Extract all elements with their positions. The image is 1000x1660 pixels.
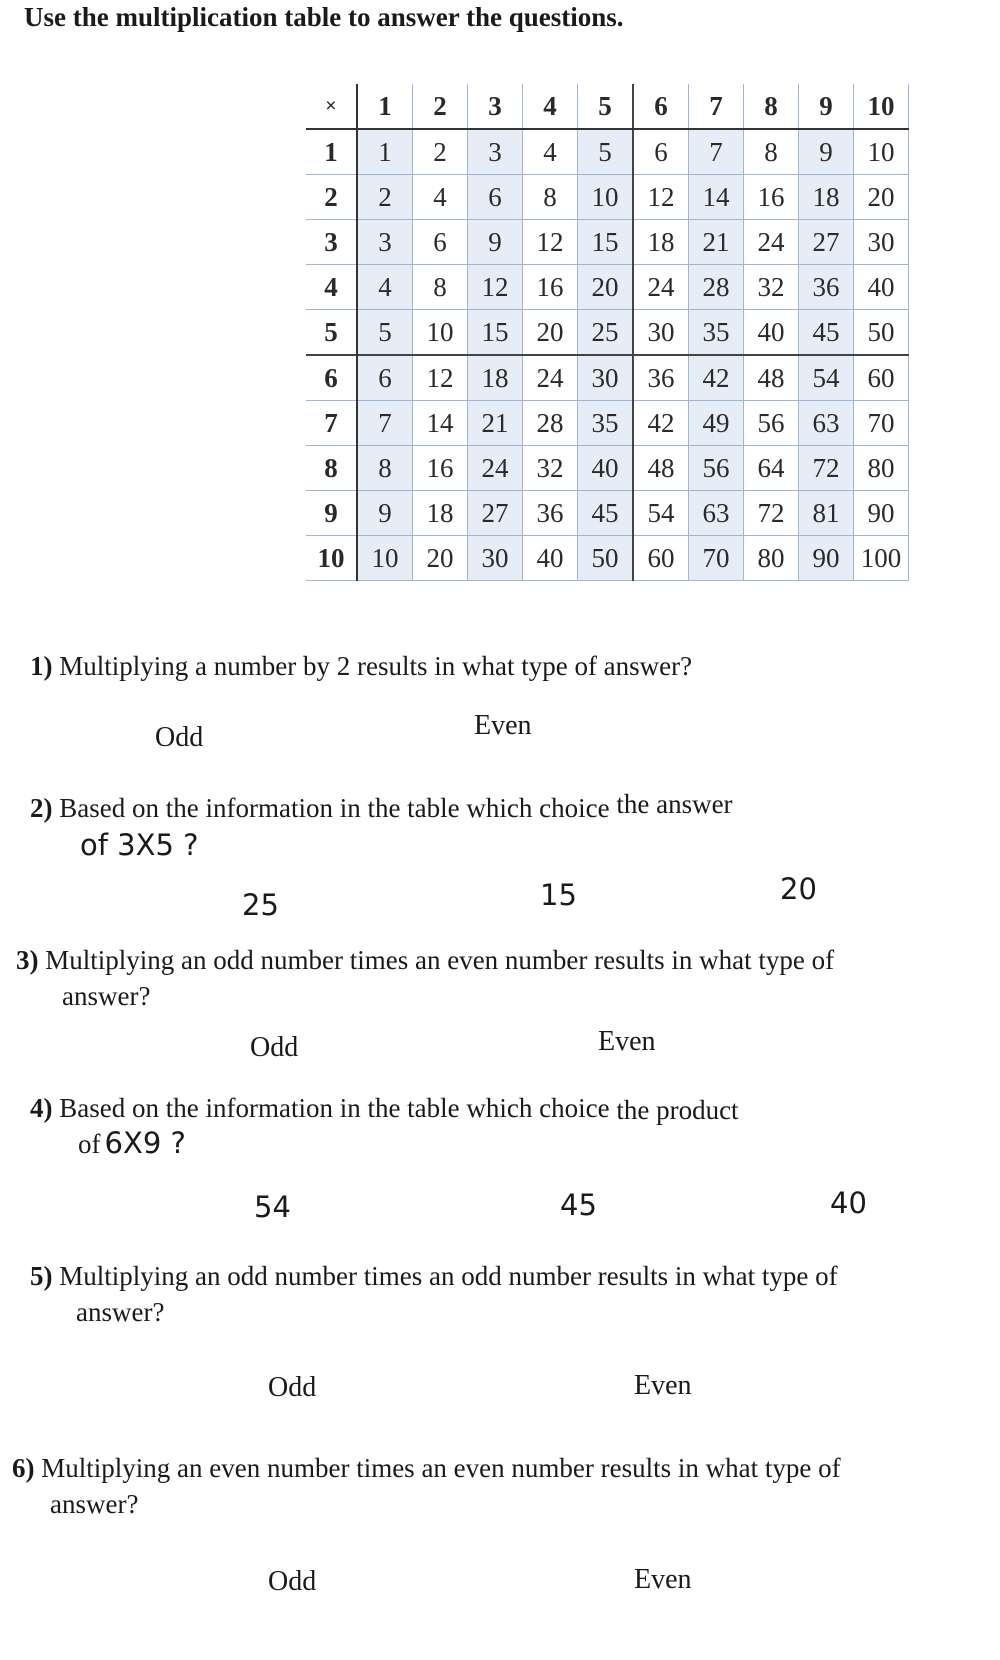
- table-row: [306, 491, 909, 536]
- table-cell: 80: [744, 536, 799, 581]
- table-cell: 28: [689, 265, 744, 310]
- table-cell: 18: [799, 175, 854, 220]
- question-text: Based on the information in the table which choice: [59, 1093, 610, 1123]
- row-header: 1: [306, 129, 357, 175]
- table-cell: 70: [854, 401, 909, 446]
- row-header: 7: [306, 401, 357, 446]
- table-cell: 10: [413, 310, 468, 356]
- table-cell: 18: [633, 220, 689, 265]
- table-cell: 6: [413, 220, 468, 265]
- table-cell: 6: [633, 129, 689, 175]
- question-6-line2: answer?: [50, 1489, 139, 1519]
- q2-choice-25[interactable]: 25: [242, 888, 279, 922]
- table-cell: 36: [799, 265, 854, 310]
- question-3: [16, 942, 834, 978]
- table-cell: 90: [854, 491, 909, 536]
- question-number: 5): [30, 1261, 53, 1291]
- table-cell: 15: [578, 220, 634, 265]
- table-cell: 8: [744, 129, 799, 175]
- q4-choice-45[interactable]: 45: [560, 1188, 597, 1222]
- table-row: [306, 265, 909, 310]
- table-cell: 30: [633, 310, 689, 356]
- table-cell: 20: [413, 536, 468, 581]
- table-cell: 90: [799, 536, 854, 581]
- column-header: 7: [689, 84, 744, 129]
- column-header: 9: [799, 84, 854, 129]
- table-cell: 45: [799, 310, 854, 356]
- table-cell: 1: [357, 129, 413, 175]
- page-title: Use the multiplication table to answer the questions.: [24, 2, 624, 32]
- question-number: 1): [30, 651, 53, 681]
- table-cell: 6: [357, 355, 413, 401]
- table-cell: 60: [854, 355, 909, 401]
- column-header: 10: [854, 84, 909, 129]
- multiplication-table: [306, 84, 909, 581]
- table-cell: 27: [468, 491, 523, 536]
- question-number: 6): [12, 1453, 35, 1483]
- table-cell: 2: [357, 175, 413, 220]
- table-row: [306, 446, 909, 491]
- table-cell: 30: [854, 220, 909, 265]
- table-cell: 49: [689, 401, 744, 446]
- table-cell: 16: [744, 175, 799, 220]
- table-cell: 12: [633, 175, 689, 220]
- table-cell: 24: [468, 446, 523, 491]
- question-number: 4): [30, 1093, 53, 1123]
- table-cell: 8: [523, 175, 578, 220]
- q4-choice-40[interactable]: 40: [830, 1186, 867, 1220]
- table-cell: 2: [413, 129, 468, 175]
- table-cell: 20: [578, 265, 634, 310]
- table-row: [306, 310, 909, 356]
- question-text: Multiplying a number by 2 results in what type of answer?: [59, 651, 693, 681]
- table-cell: 40: [523, 536, 578, 581]
- table-cell: 10: [357, 536, 413, 581]
- column-header: 8: [744, 84, 799, 129]
- table-cell: 12: [413, 355, 468, 401]
- question-expression: 6X9 ?: [104, 1126, 186, 1160]
- table-cell: 14: [413, 401, 468, 446]
- table-cell: 3: [357, 220, 413, 265]
- table-cell: 27: [799, 220, 854, 265]
- question-1: [30, 648, 692, 684]
- table-cell: 70: [689, 536, 744, 581]
- table-cell: 24: [744, 220, 799, 265]
- row-header: 5: [306, 310, 357, 356]
- table-cell: 9: [468, 220, 523, 265]
- table-cell: 30: [468, 536, 523, 581]
- table-cell: 54: [799, 355, 854, 401]
- table-row: [306, 536, 909, 581]
- question-text: Multiplying an even number times an even number results in what type of: [41, 1453, 841, 1483]
- table-cell: 21: [689, 220, 744, 265]
- question-number: 2): [30, 793, 53, 823]
- table-cell: 7: [689, 129, 744, 175]
- table-cell: 100: [854, 536, 909, 581]
- question-2: [30, 790, 733, 826]
- question-number: 3): [16, 945, 39, 975]
- table-cell: 54: [633, 491, 689, 536]
- table-cell: 56: [689, 446, 744, 491]
- table-cell: 32: [744, 265, 799, 310]
- table-cell: 5: [357, 310, 413, 356]
- table-cell: 63: [799, 401, 854, 446]
- table-header-row: [306, 84, 909, 129]
- table-cell: 12: [468, 265, 523, 310]
- table-cell: 25: [578, 310, 634, 356]
- table-cell: 5: [578, 129, 634, 175]
- table-cell: 12: [523, 220, 578, 265]
- question-6: [12, 1450, 841, 1486]
- table-row: [306, 355, 909, 401]
- q6-choice-odd[interactable]: Odd: [268, 1566, 317, 1597]
- question-5-line2: answer?: [76, 1297, 165, 1327]
- question-4-line2: [78, 1126, 186, 1162]
- table-cell: 42: [689, 355, 744, 401]
- question-text-cont: the product: [616, 1095, 739, 1125]
- table-cell: 56: [744, 401, 799, 446]
- table-cell: 36: [523, 491, 578, 536]
- table-row: [306, 129, 909, 175]
- q5-choice-odd[interactable]: Odd: [268, 1372, 317, 1403]
- question-text: Multiplying an odd number times an odd number results in what type of: [59, 1261, 838, 1291]
- table-row: [306, 220, 909, 265]
- table-cell: 24: [523, 355, 578, 401]
- q1-choice-even[interactable]: Even: [474, 710, 532, 741]
- table-cell: 50: [578, 536, 634, 581]
- row-header: 9: [306, 491, 357, 536]
- table-cell: 32: [523, 446, 578, 491]
- table-cell: 48: [633, 446, 689, 491]
- table-corner-times-symbol: ×: [306, 84, 357, 129]
- q5-choice-even[interactable]: Even: [634, 1370, 692, 1401]
- column-header: 6: [633, 84, 689, 129]
- table-cell: 81: [799, 491, 854, 536]
- table-row: [306, 401, 909, 446]
- question-5: [30, 1258, 838, 1294]
- table-cell: 72: [799, 446, 854, 491]
- row-header: 10: [306, 536, 357, 581]
- question-text: Based on the information in the table which choice: [59, 793, 610, 823]
- table-cell: 35: [578, 401, 634, 446]
- question-text: Multiplying an odd number times an even number results in what type of: [45, 945, 835, 975]
- table-cell: 21: [468, 401, 523, 446]
- column-header: 2: [413, 84, 468, 129]
- question-2-line2: of 3X5 ?: [80, 828, 199, 862]
- table-cell: 40: [578, 446, 634, 491]
- q3-choice-even[interactable]: Even: [598, 1026, 656, 1057]
- table-cell: 80: [854, 446, 909, 491]
- table-cell: 36: [633, 355, 689, 401]
- table-cell: 18: [468, 355, 523, 401]
- column-header: 5: [578, 84, 634, 129]
- table-cell: 40: [854, 265, 909, 310]
- table-cell: 6: [468, 175, 523, 220]
- table-cell: 16: [413, 446, 468, 491]
- question-text: of: [78, 1129, 101, 1159]
- table-cell: 3: [468, 129, 523, 175]
- table-cell: 9: [799, 129, 854, 175]
- table-cell: 35: [689, 310, 744, 356]
- table-cell: 16: [523, 265, 578, 310]
- table-cell: 42: [633, 401, 689, 446]
- row-header: 2: [306, 175, 357, 220]
- table-row: [306, 175, 909, 220]
- table-cell: 8: [357, 446, 413, 491]
- column-header: 4: [523, 84, 578, 129]
- table-cell: 40: [744, 310, 799, 356]
- column-header: 3: [468, 84, 523, 129]
- question-4: [30, 1090, 739, 1126]
- table-cell: 28: [523, 401, 578, 446]
- q4-choice-54[interactable]: 54: [254, 1190, 291, 1224]
- table-cell: 20: [854, 175, 909, 220]
- table-cell: 30: [578, 355, 634, 401]
- table-cell: 48: [744, 355, 799, 401]
- table-cell: 10: [854, 129, 909, 175]
- table-cell: 14: [689, 175, 744, 220]
- table-cell: 8: [413, 265, 468, 310]
- table-cell: 4: [523, 129, 578, 175]
- q2-choice-15[interactable]: 15: [540, 878, 577, 912]
- table-cell: 60: [633, 536, 689, 581]
- table-cell: 45: [578, 491, 634, 536]
- table-cell: 24: [633, 265, 689, 310]
- table-cell: 4: [413, 175, 468, 220]
- table-cell: 18: [413, 491, 468, 536]
- table-cell: 7: [357, 401, 413, 446]
- row-header: 3: [306, 220, 357, 265]
- table-cell: 9: [357, 491, 413, 536]
- table-cell: 64: [744, 446, 799, 491]
- q2-choice-20[interactable]: 20: [780, 872, 817, 906]
- table-cell: 15: [468, 310, 523, 356]
- table-cell: 10: [578, 175, 634, 220]
- table-cell: 50: [854, 310, 909, 356]
- row-header: 8: [306, 446, 357, 491]
- question-3-line2: answer?: [62, 981, 151, 1011]
- row-header: 6: [306, 355, 357, 401]
- q3-choice-odd[interactable]: Odd: [250, 1032, 299, 1063]
- table-cell: 63: [689, 491, 744, 536]
- row-header: 4: [306, 265, 357, 310]
- table-cell: 72: [744, 491, 799, 536]
- question-text-cont: the answer: [616, 789, 733, 819]
- q1-choice-odd[interactable]: Odd: [155, 722, 204, 753]
- table-cell: 4: [357, 265, 413, 310]
- q6-choice-even[interactable]: Even: [634, 1564, 692, 1595]
- column-header: 1: [357, 84, 413, 129]
- table-cell: 20: [523, 310, 578, 356]
